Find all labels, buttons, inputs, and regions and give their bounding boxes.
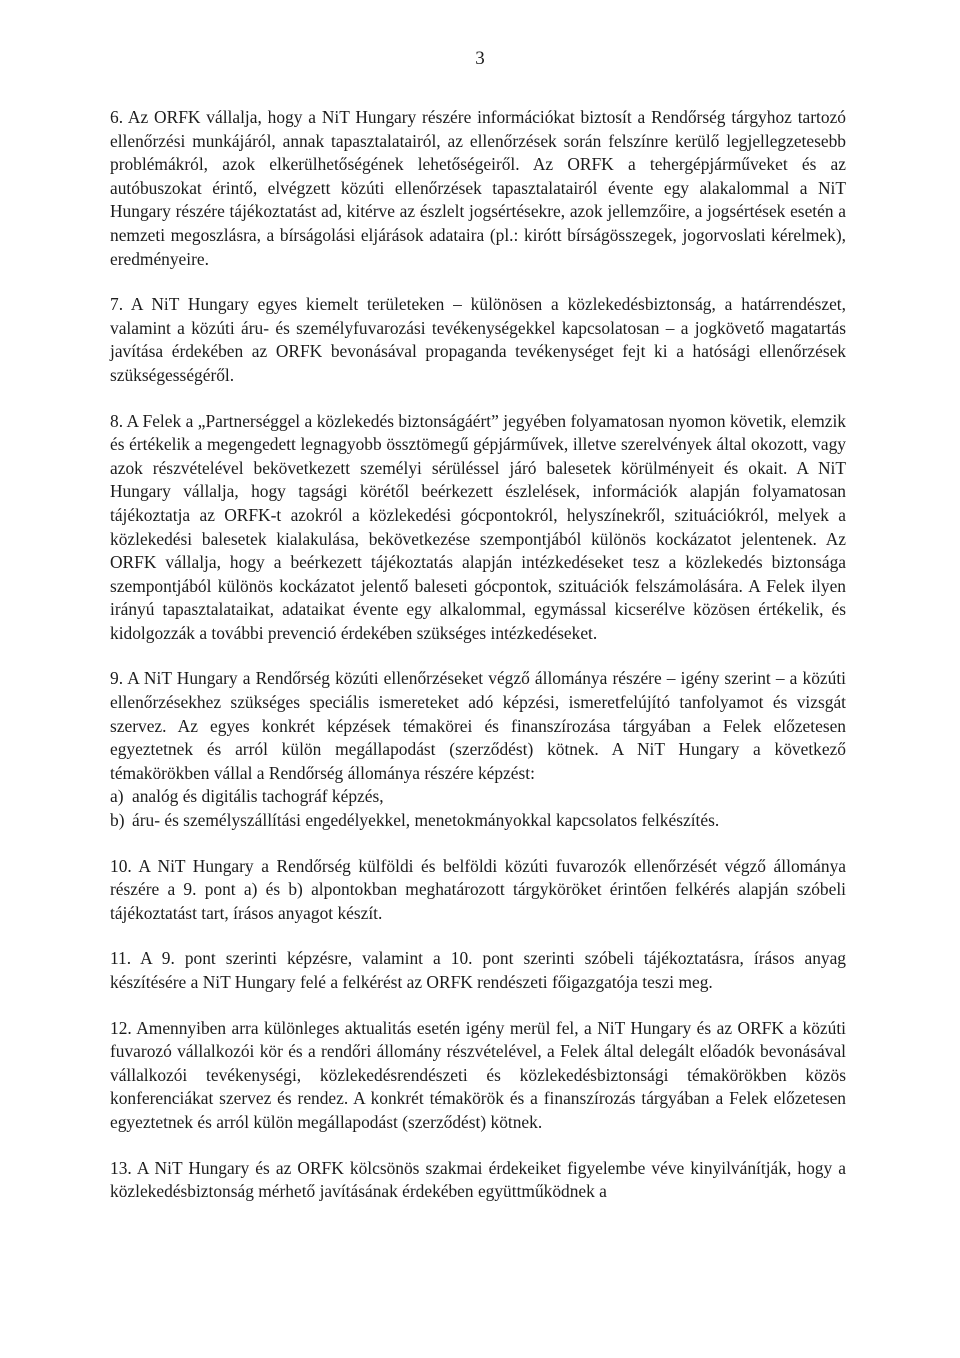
paragraph-9: 9. A NiT Hungary a Rendőrség közúti ellenőrzéseket végző állománya részére – igény szerint – a közúti ellenőrzésekhez szükséges speciális ismereteket adó képzési, ismeretfelújító tanfolyamot és vizsgát szervez. Az egyes konkrét képzések témakörei és finanszírozása tárgyában a Felek előzetesen egyeztetnek és arról külön megállapodást (szerződést) kötnek. A NiT Hungary a következő témakörökben vállal a Rendőrség állománya részére képzést: (110, 668, 846, 783)
paragraph-12: 12. Amennyiben arra különleges aktualitás esetén igény merül fel, a NiT Hungary és az ORFK a közúti fuvarozó vállalkozói kör és a rendőri állomány részvételével, a Felek által delegált előadók bevonásával vállalkozói tevékenységi, közlekedésrendészeti és közlekedésbiztonsági témakörökben közös konferenciákat szervez és rendez. A konkrét témakörök és a finanszírozás tárgyában a Felek előzetesen egyeztetnek és arról külön megállapodást (szerződést) kötnek. (110, 1017, 846, 1132)
paragraph-8: 8. A Felek a „Partnerséggel a közlekedés biztonságáért” jegyében folyamatosan nyomon követik, elemzik és értékelik a megengedett legnagyobb össztömegű gépjárművek, illetve szerelvények által okozott, vagy azok részvételével bekövetkezett személyi sérüléssel járó balesetek körülményeit és okait. A NiT Hungary vállalja, hogy tagsági körétől beérkezett észlelések, információk alapján folyamatosan tájékoztatja az ORFK-t azokról a közlekedési gócpontokról, helyszínekről, szituációkról, melyek a közlekedési balesetek kialakulása, bekövetkezése szempontjából különös kockázatot jelentenek. Az ORFK vállalja, hogy a beérkezett tájékoztatás alapján intézkedéseket tesz a közlekedés biztonsága szempontjából különös kockázatot jelentő baleseti gócpontok, szituációk felszámolására. A Felek ilyen irányú tapasztalataikat, adataikat évente egy alkalommal, egymással kicserélve közösen értékelik, és kidolgozzák a további prevenció érdekében szükséges intézkedéseket. (110, 410, 846, 643)
list-item-text: analóg és digitális tachográf képzés, (132, 786, 384, 807)
list-item-letter: a) (110, 786, 124, 807)
paragraph-6: 6. Az ORFK vállalja, hogy a NiT Hungary részére információkat biztosít a Rendőrség tárgyhoz tartozó ellenőrzési munkájáról, annak tapasztalatairól, az ellenőrzések során felszínre kerülő legjellegzetesebb problémákról, azok elkerülhetőségének lehetőségeiről. Az ORFK a tehergépjárműveket és az autóbuszokat érintő, elvégzett közúti ellenőrzések tapasztalatairól évente egy alakalommal a NiT Hungary részére tájékoztatást ad, kitérve az észlelt jogsértésekre, azok jellemzőire, a jogsértések esetén a nemzeti megoszlásra, a bírságolási eljárások adataira (pl.: kirótt bírságösszegek, jogorvoslati kérelmek), eredményeire. (110, 107, 846, 269)
list-item-text: áru- és személyszállítási engedélyekkel, menetokmányokkal kapcsolatos felkészítés. (132, 810, 720, 831)
list-item (110, 809, 846, 833)
document-body (110, 106, 846, 1226)
paragraph-9-list (110, 785, 846, 832)
paragraph-7: 7. A NiT Hungary egyes kiemelt területeken – különösen a közlekedésbiztonság, a határrendészet, valamint a közúti áru- és személyfuvarozási tevékenységekkel kapcsolatosan – a jogkövető magatartás javítása érdekében az ORFK bevonásával propaganda tevékenységet fejt ki a hatósági ellenőrzések szükségességéről. (110, 294, 846, 385)
list-item (110, 785, 846, 809)
paragraph-13: 13. A NiT Hungary és az ORFK kölcsönös szakmai érdekeiket figyelembe véve kinyilvánítják, hogy a közlekedésbiztonság mérhető javításának érdekében együttműködnek a (110, 1157, 846, 1202)
paragraph-10: 10. A NiT Hungary a Rendőrség külföldi és belföldi közúti fuvarozók ellenőrzését végző állománya részére a 9. pont a) és b) alpontokban meghatározott tárgyköröket érintően felkérés alapján szóbeli tájékoztatást tart, írásos anyagot készít. (110, 855, 846, 923)
list-item-letter: b) (110, 810, 125, 831)
page-number: 3 (475, 48, 485, 69)
paragraph-11: 11. A 9. pont szerinti képzésre, valamint a 10. pont szerinti szóbeli tájékoztatásra, írásos anyag készítésére a NiT Hungary felé a felkérést az ORFK rendészeti főigazgatója teszi meg. (110, 948, 846, 992)
